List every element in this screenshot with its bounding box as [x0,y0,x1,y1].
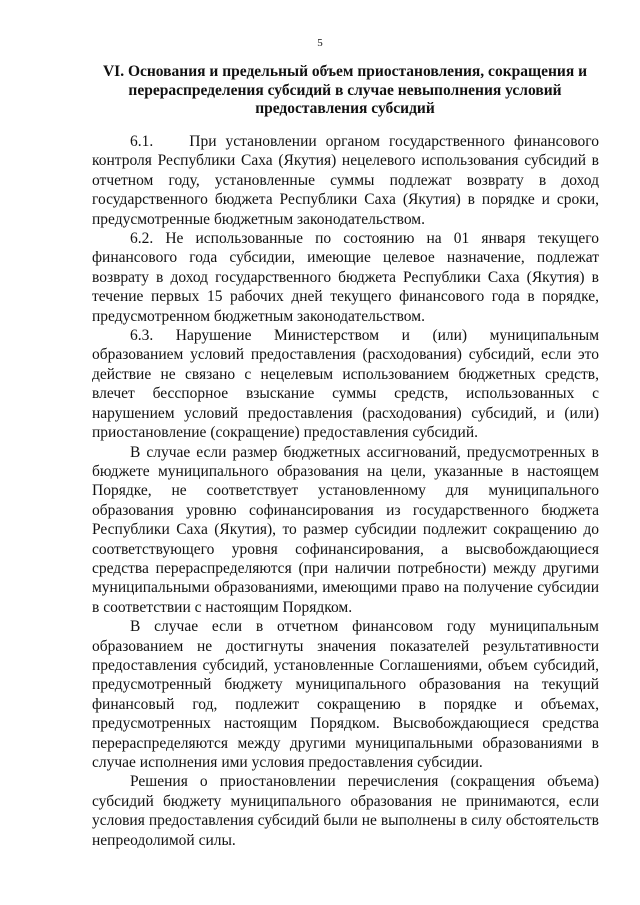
paragraph-6-3: 6.3. Нарушение Министерством и (или) муниципальным образованием условий предоставления (расходования) субсидий, если это действие не связано с нецелевым использованием бюджетных средств, влечет бесспорное взыскание суммы средств, использованных с нарушением условий предоставления (расходования) субсидий, и (или) приостановление (сокращение) предоставления субсидий. [92,327,599,442]
section-body [92,132,599,850]
page-number: 5 [317,37,323,49]
paragraph-6-2: 6.2. Не использованные по состоянию на 01 января текущего финансового года субсидии, имеющие целевое назначение, подлежат возврату в доход государственного бюджета Республики Саха (Якутия) в течение первых 15 рабочих дней текущего финансового года в порядке, предусмотренном бюджетным законодательством. [92,230,599,325]
paragraph-6-1: 6.1. При установлении органом государственного финансового контроля Республики Саха (Якутия) нецелевого использования субсидий в отчетном году, установленные суммы подлежат возврату в доход государственного бюджета Республики Саха (Якутия) в порядке и сроки, предусмотренные бюджетным законодательством. [92,133,599,228]
section-title: VI. Основания и предельный объем приостановления, сокращения и перераспределения субсидий в случае невыполнения условий предоставления субсидий [102,63,588,117]
paragraph-cofinancing: В случае если размер бюджетных ассигнований, предусмотренных в бюджете муниципального образования на цели, указанные в настоящем Порядке, не соответствует установленному для муниципального образования уровню софинансирования из государственного бюджета Республики Саха (Якутия), то размер субсидии подлежит сокращению до соответствующего уровня софинансирования, а высвобождающиеся средства перераспределяются (при наличии потребности) между другими муниципальными образованиями, имеющими право на получение субсидии в соответствии с настоящим Порядком. [92,443,599,616]
paragraph-force-majeure: Решения о приостановлении перечисления (сокращения объема) субсидий бюджету муниципального образования не принимаются, если условия предоставления субсидий были не выполнены в силу обстоятельств непреодолимой силы. [92,773,599,849]
paragraph-performance-indicators: В случае если в отчетном финансовом году муниципальным образованием не достигнуты значения показателей результативности предоставления субсидий, установленные Соглашениями, объем субсидий, предусмотренный бюджету муниципального образования на текущий финансовый год, подлежит сокращению в порядке и объемах, предусмотренных настоящим Порядком. Высвобождающиеся средства перераспределяются между другими муниципальными образованиями в случае исполнения ими условия предоставления субсидии. [92,618,599,771]
